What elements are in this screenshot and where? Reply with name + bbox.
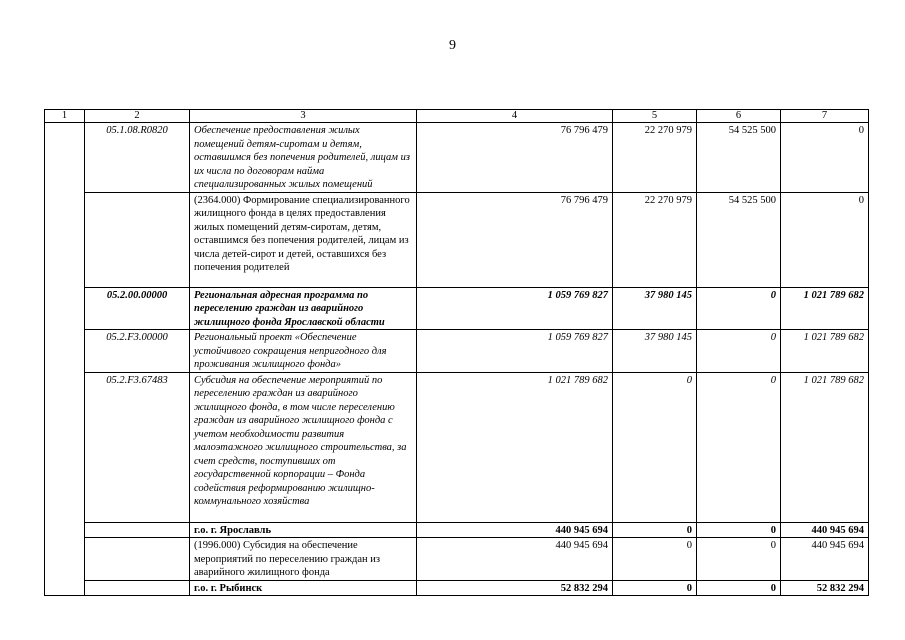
row-value-5: 0	[613, 580, 697, 596]
row-code: 05.1.08.R0820	[85, 123, 190, 193]
row-value-7: 1 021 789 682	[781, 330, 869, 373]
table-row	[45, 580, 869, 596]
row-value-6: 54 525 500	[697, 123, 781, 193]
row-value-6: 0	[697, 522, 781, 538]
row-name: г.о. г. Ярославль	[190, 522, 417, 538]
row-value-6: 0	[697, 580, 781, 596]
row-name: Субсидия на обеспечение мероприятий по переселению граждан из аварийного жилищного фонда, в том числе переселению граждан из аварийного жилищного фонда с учетом необходимости развития малоэтажного жилищного строительства, за счет средств, поступивших от государственной корпорации – Фонда содействия реформированию жилищно-коммунального хозяйства	[190, 372, 417, 522]
row-value-5: 22 270 979	[613, 192, 697, 287]
row-code: 05.2.F3.67483	[85, 372, 190, 522]
row-name: Региональная адресная программа по переселению граждан из аварийного жилищного фонда Ярославской области	[190, 287, 417, 330]
row-name: Региональный проект «Обеспечение устойчивого сокращения непригодного для проживания жилищного фонда»	[190, 330, 417, 373]
header-col-6: 6	[697, 110, 781, 123]
row-value-4: 76 796 479	[417, 192, 613, 287]
table-row	[45, 330, 869, 373]
row-value-4: 440 945 694	[417, 522, 613, 538]
row-value-7: 440 945 694	[781, 538, 869, 581]
row-value-6: 0	[697, 372, 781, 522]
row-value-7: 0	[781, 123, 869, 193]
header-col-4: 4	[417, 110, 613, 123]
table-row	[45, 522, 869, 538]
table-row	[45, 538, 869, 581]
row-code	[85, 522, 190, 538]
table-row	[45, 372, 869, 522]
table-row	[45, 123, 869, 193]
row-value-7: 0	[781, 192, 869, 287]
row-value-6: 0	[697, 330, 781, 373]
row-code: 05.2.00.00000	[85, 287, 190, 330]
header-col-2: 2	[85, 110, 190, 123]
header-col-5: 5	[613, 110, 697, 123]
page-number: 9	[449, 38, 456, 53]
table-row	[45, 192, 869, 287]
table-row	[45, 287, 869, 330]
row-value-4: 76 796 479	[417, 123, 613, 193]
row-value-4: 1 021 789 682	[417, 372, 613, 522]
row-value-4: 440 945 694	[417, 538, 613, 581]
row-value-5: 22 270 979	[613, 123, 697, 193]
header-col-7: 7	[781, 110, 869, 123]
row-value-6: 0	[697, 538, 781, 581]
header-col-1: 1	[45, 110, 85, 123]
row-code	[85, 580, 190, 596]
row-code	[85, 538, 190, 581]
row-name: г.о. г. Рыбинск	[190, 580, 417, 596]
col1-cell	[45, 123, 85, 596]
header-col-3: 3	[190, 110, 417, 123]
row-value-5: 37 980 145	[613, 330, 697, 373]
row-value-4: 1 059 769 827	[417, 287, 613, 330]
row-value-7: 1 021 789 682	[781, 287, 869, 330]
row-value-4: 52 832 294	[417, 580, 613, 596]
row-value-5: 0	[613, 372, 697, 522]
row-name: (1996.000) Субсидия на обеспечение мероприятий по переселению граждан из аварийного жилищного фонда	[190, 538, 417, 581]
row-value-4: 1 059 769 827	[417, 330, 613, 373]
row-code: 05.2.F3.00000	[85, 330, 190, 373]
row-name: (2364.000) Формирование специализированного жилищного фонда в целях предоставления жилых помещений детям-сиротам, детям, оставшимся без попечения родителей, лицам из числа детей-сирот и детей, оставшихся без попечения родителей	[190, 192, 417, 287]
row-value-5: 0	[613, 538, 697, 581]
row-value-7: 440 945 694	[781, 522, 869, 538]
row-value-6: 0	[697, 287, 781, 330]
row-value-6: 54 525 500	[697, 192, 781, 287]
row-value-7: 52 832 294	[781, 580, 869, 596]
header-row	[45, 110, 869, 123]
row-name: Обеспечение предоставления жилых помещений детям-сиротам и детям, оставшимся без попечения родителей, лицам из их числа по договорам найма специализированных жилых помещений	[190, 123, 417, 193]
row-value-5: 0	[613, 522, 697, 538]
row-code	[85, 192, 190, 287]
budget-table	[44, 109, 869, 596]
row-value-7: 1 021 789 682	[781, 372, 869, 522]
row-value-5: 37 980 145	[613, 287, 697, 330]
